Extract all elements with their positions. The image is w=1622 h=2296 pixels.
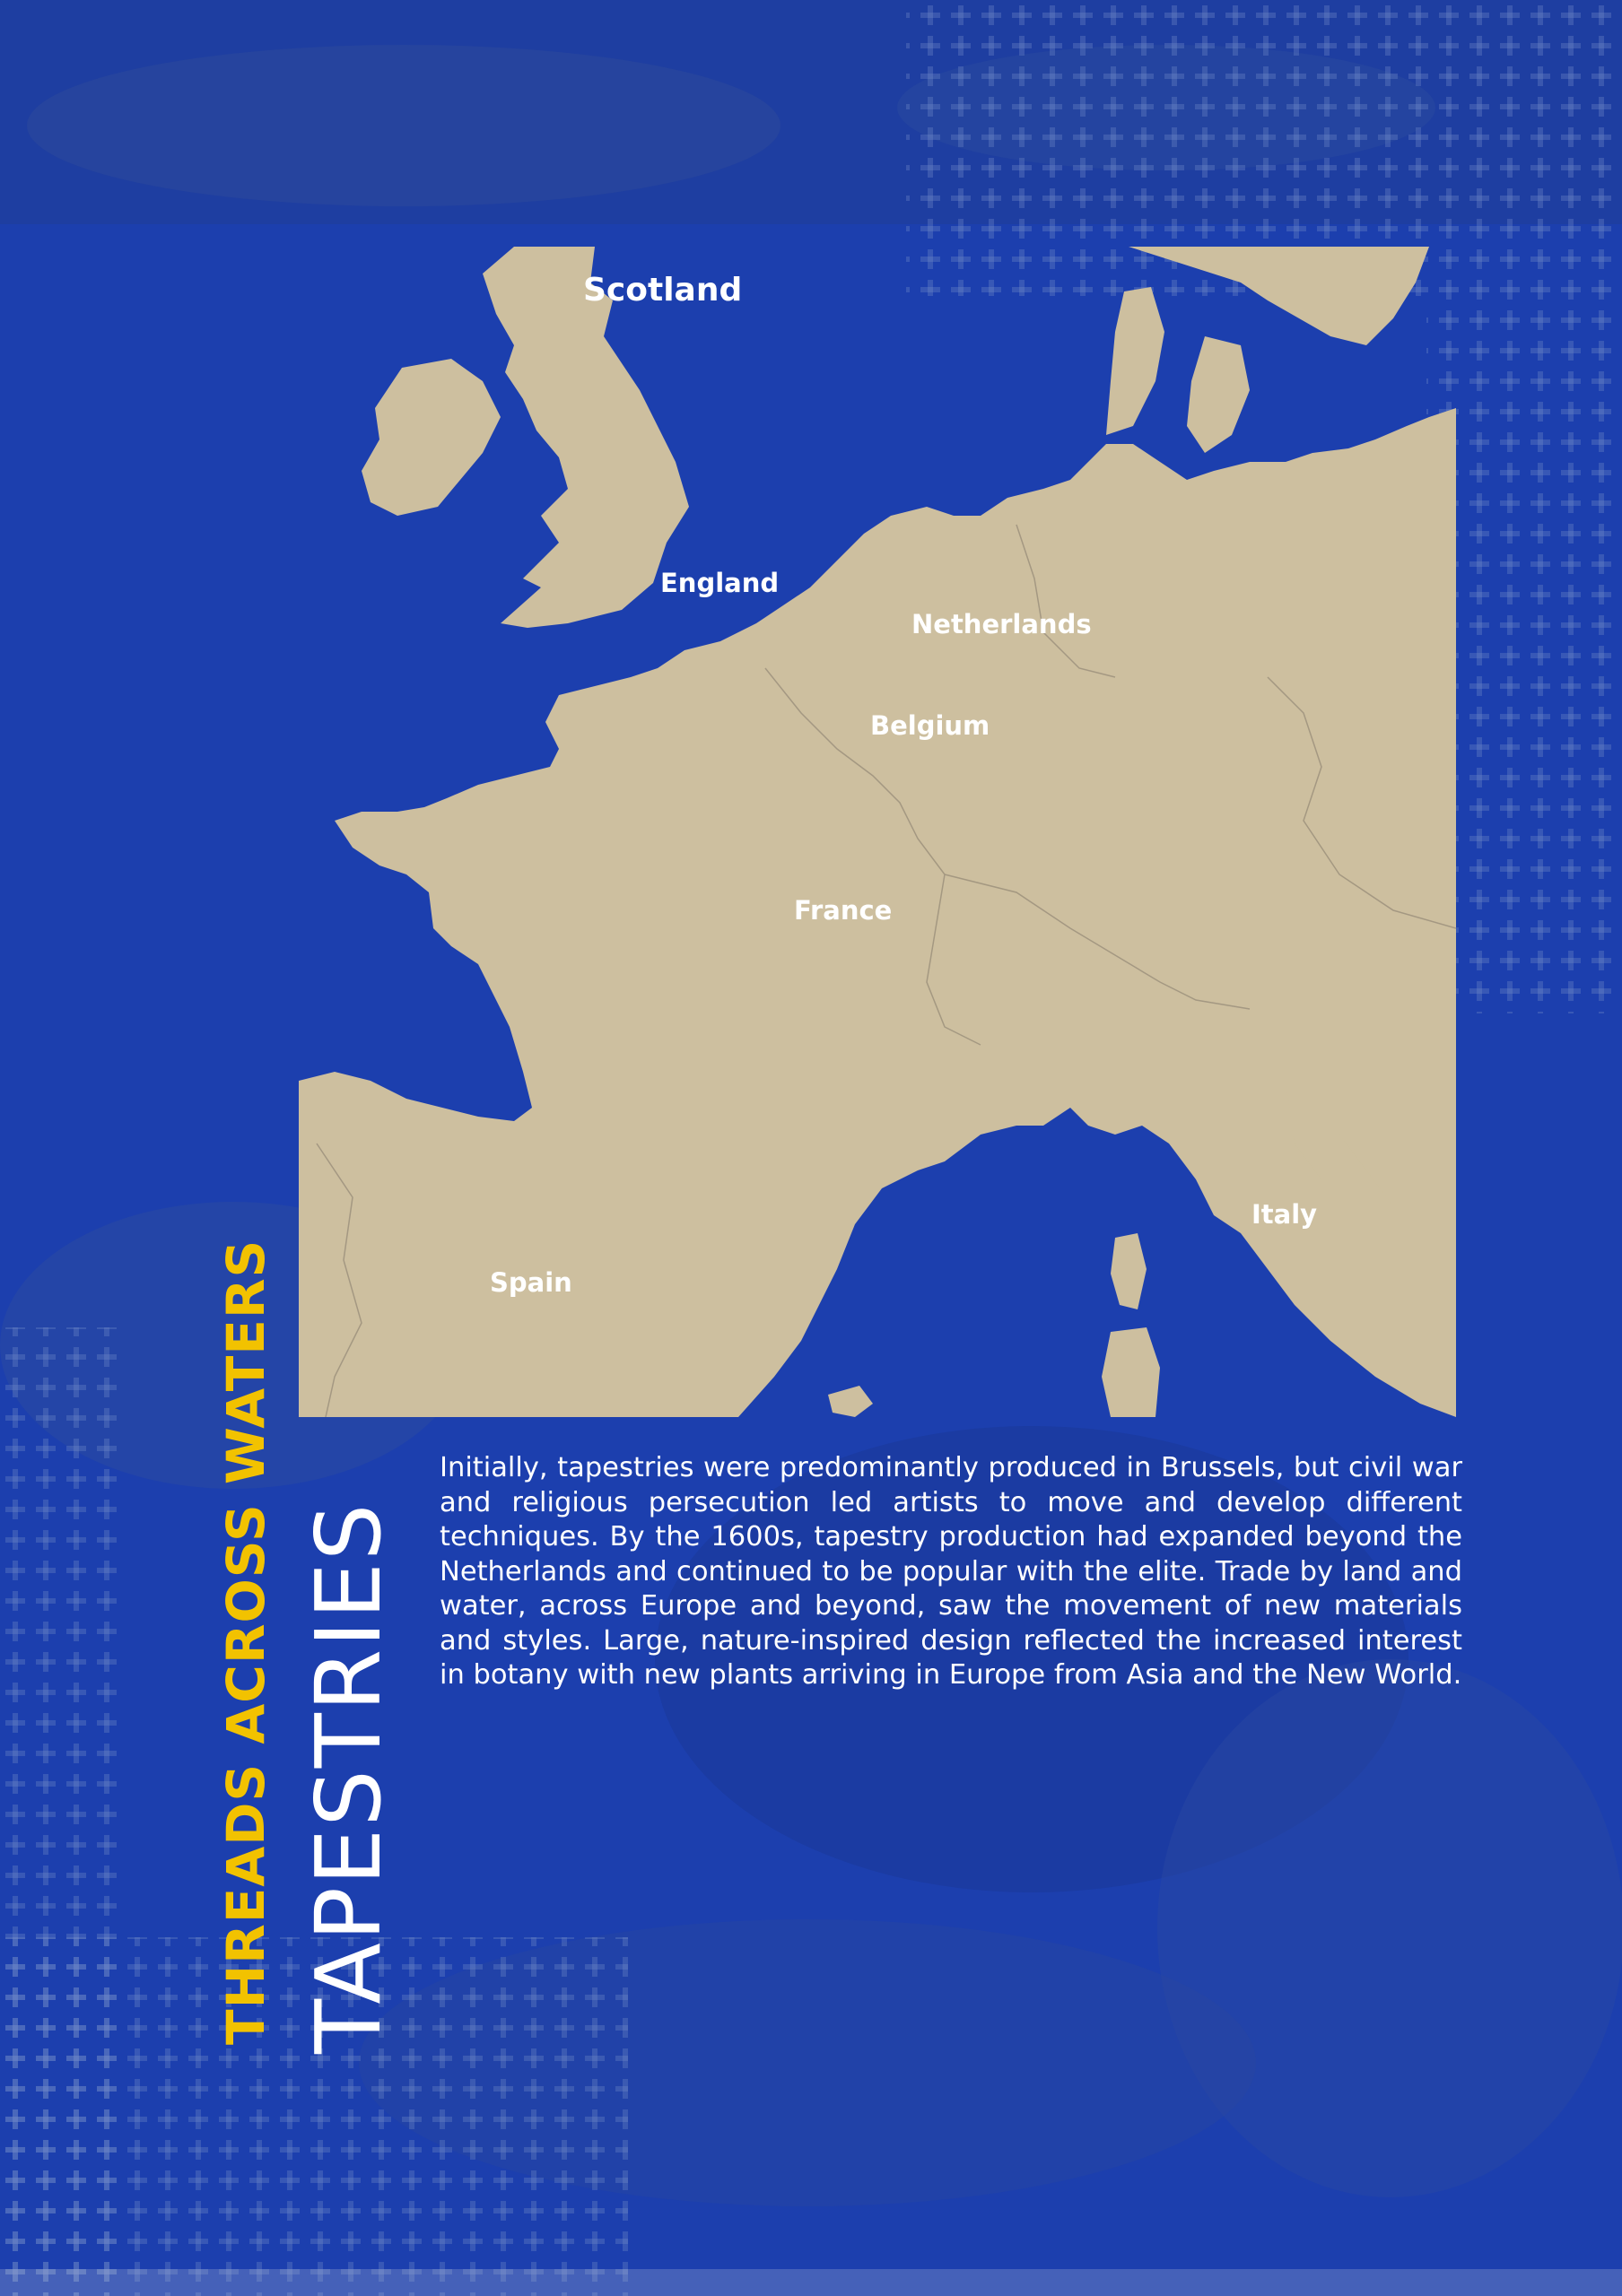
denmark-shape xyxy=(1187,336,1250,453)
label-spain: Spain xyxy=(490,1267,572,1298)
scandinavia-shape xyxy=(1129,247,1429,345)
balearic-shape xyxy=(828,1386,873,1417)
label-france: France xyxy=(794,895,893,926)
corsica-shape xyxy=(1111,1233,1147,1309)
norway-shape xyxy=(1106,287,1164,435)
label-belgium: Belgium xyxy=(870,710,990,741)
title-block xyxy=(215,1193,404,2063)
label-netherlands: Netherlands xyxy=(911,609,1092,639)
europe-map xyxy=(299,247,1456,1417)
label-scotland: Scotland xyxy=(583,272,743,309)
body-paragraph: Initially, tapestries were predominantly produced in Brussels, but civil war and religious persecution led artists to move and develop different techniques. By the 1600s, tapestry production had expanded beyond the Netherlands and continued to be popular with the elite. Trade by land and water, across Europe and beyond, saw the movement of new materials and styles. Large, nature-inspired design reflected the increased interest in botany with new plants arriving in Europe from Asia and the New World. xyxy=(440,1452,1462,1691)
subtitle: THREADS ACROSS WATERS xyxy=(215,1239,276,2045)
sardinia-shape xyxy=(1102,1327,1160,1417)
page-title: TAPESTRIES xyxy=(296,1501,401,2054)
europe-map-shapes xyxy=(299,247,1456,1417)
label-italy: Italy xyxy=(1251,1199,1318,1230)
label-england: England xyxy=(660,568,780,598)
ireland-shape xyxy=(362,359,501,516)
